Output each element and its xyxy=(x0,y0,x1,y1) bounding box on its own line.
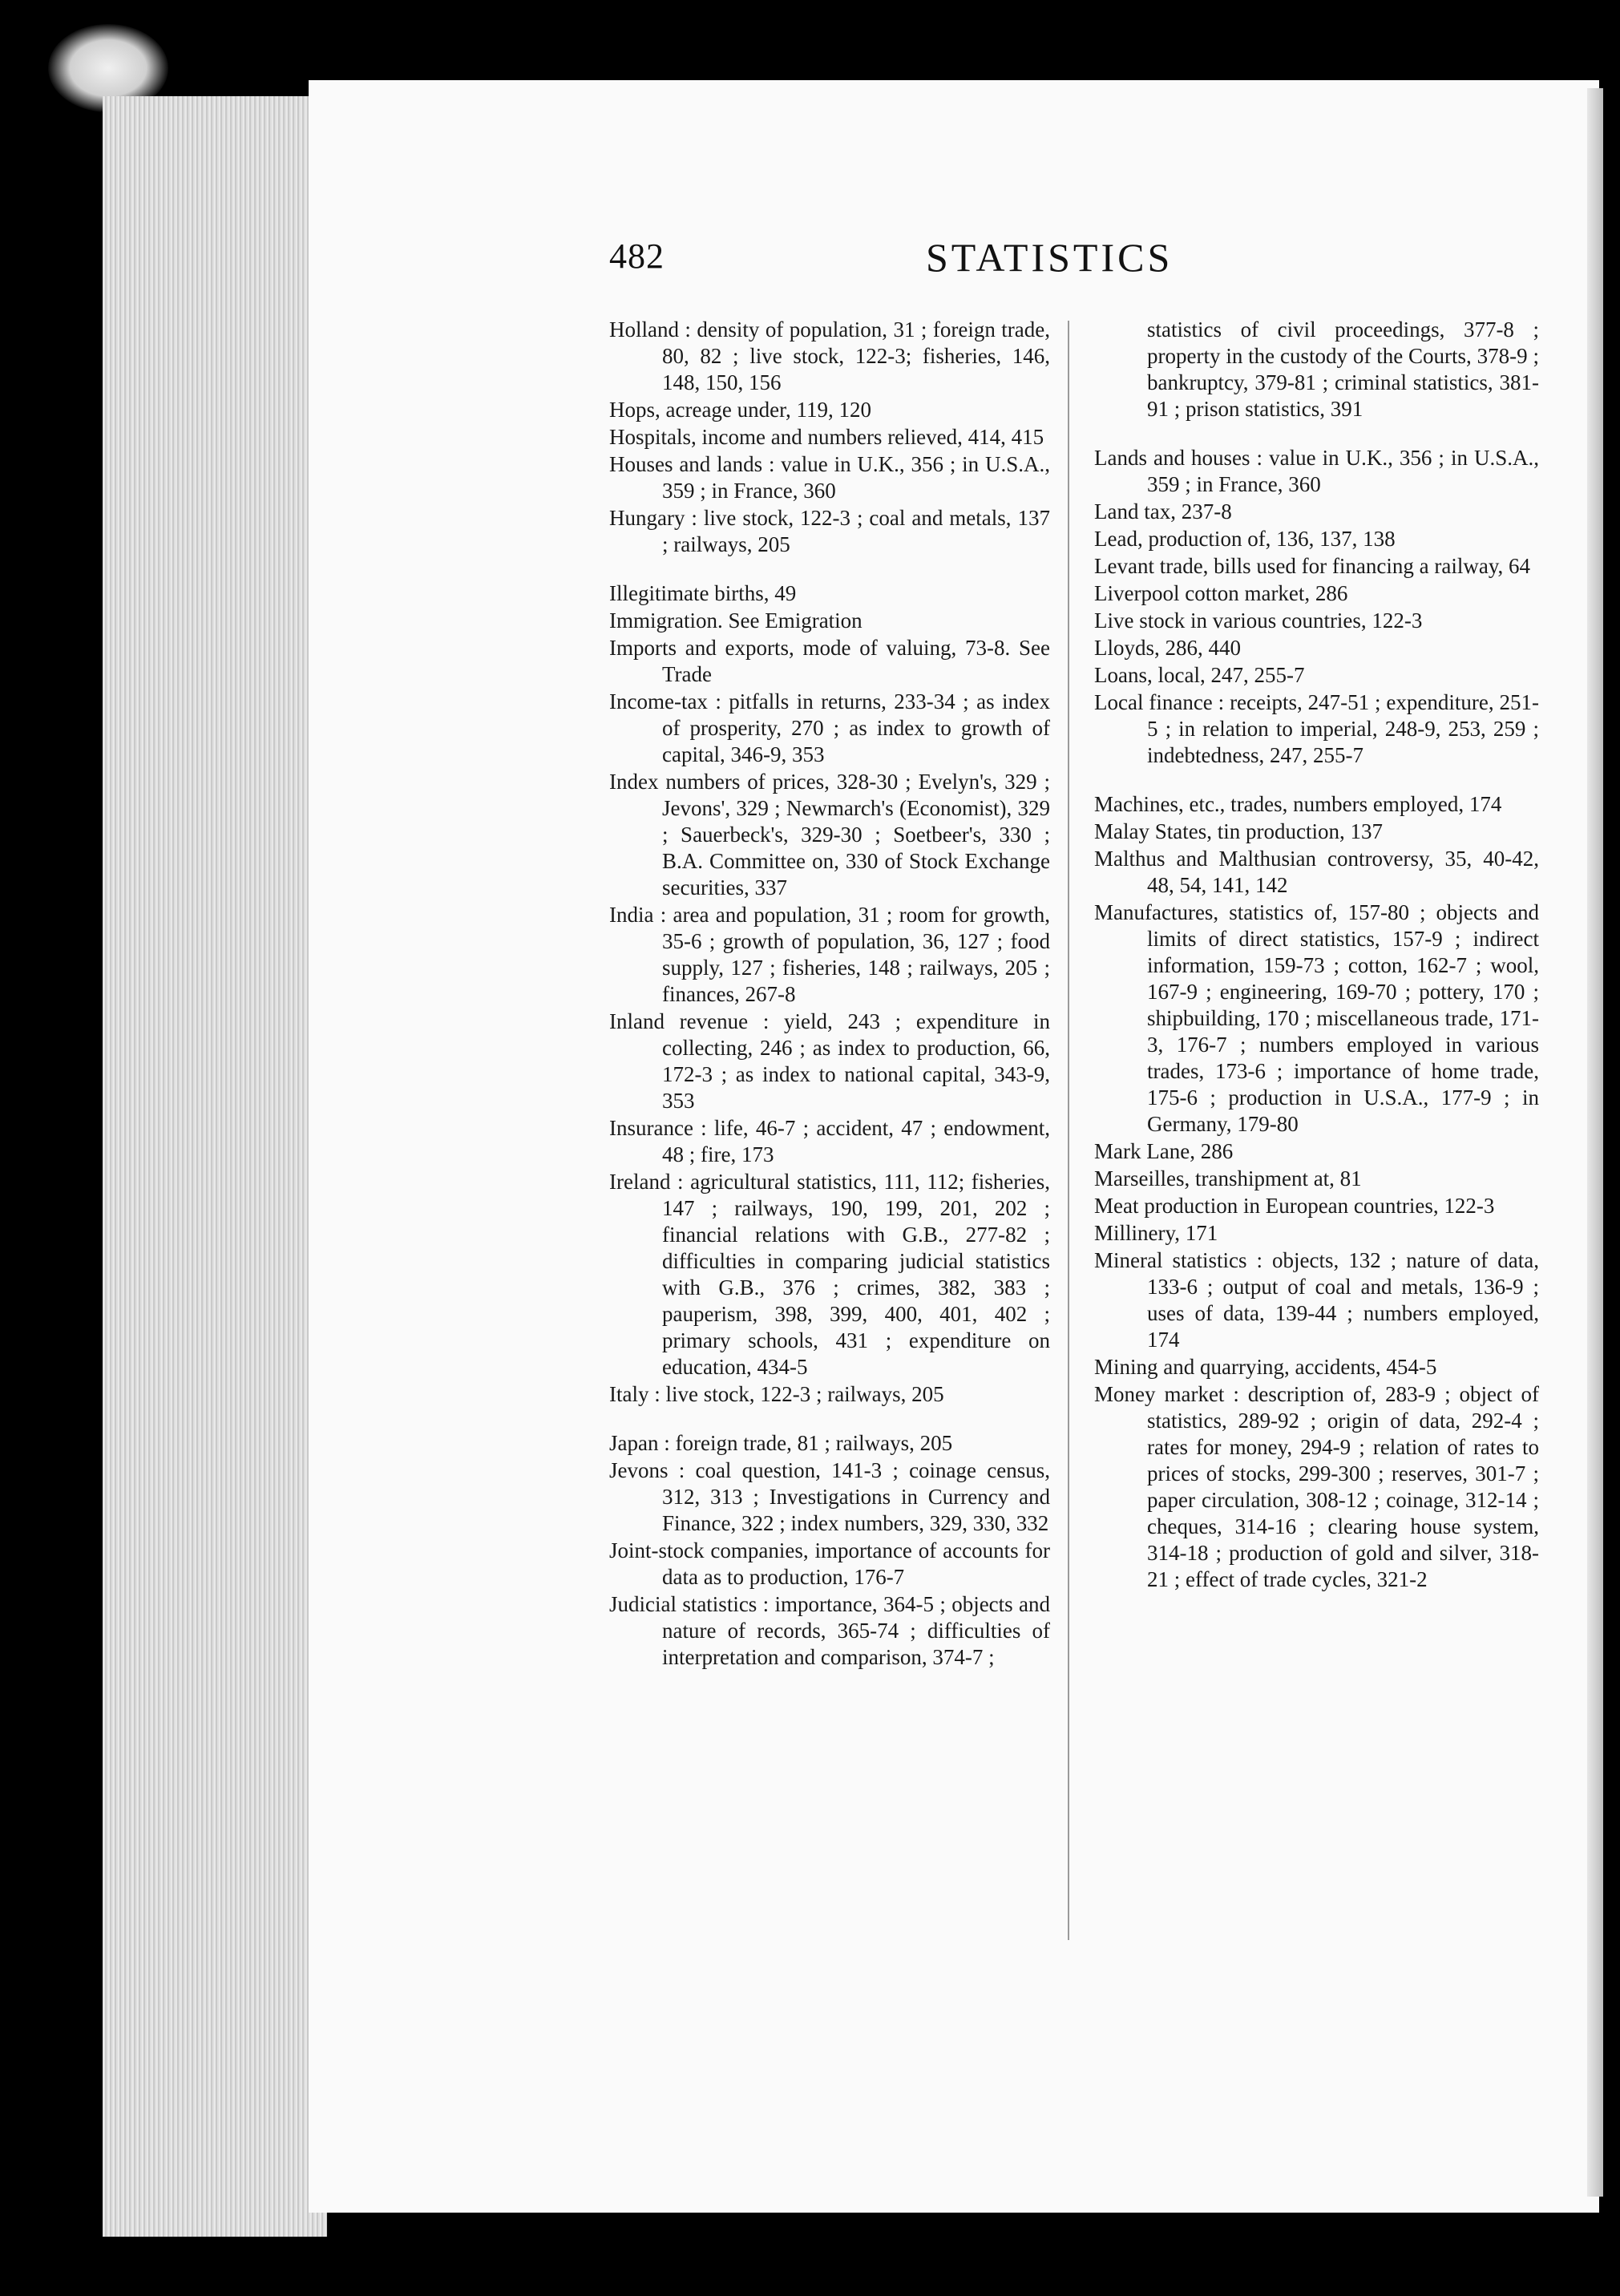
index-entry: Malthus and Malthusian controversy, 35, 40-42, 48, 54, 141, 142 xyxy=(1094,847,1539,897)
index-entry: Lands and houses : value in U.K., 356 ; in U.S.A., 359 ; in France, 360 xyxy=(1094,446,1539,496)
index-entry: Inland revenue : yield, 243 ; expenditure in collecting, 246 ; as index to production, 66, 172-3 ; as index to national capital, 343-9, 353 xyxy=(609,1009,1050,1113)
index-entry: Hospitals, income and numbers relieved, 414, 415 xyxy=(609,425,1044,449)
index-entry: Joint-stock companies, importance of accounts for data as to production, 176-7 xyxy=(609,1538,1050,1589)
index-entry: Mark Lane, 286 xyxy=(1094,1139,1234,1163)
index-entry: Houses and lands : value in U.K., 356 ; in U.S.A., 359 ; in France, 360 xyxy=(609,452,1050,503)
index-entry: Malay States, tin production, 137 xyxy=(1094,819,1383,843)
book-page-edges xyxy=(103,96,327,2237)
index-entry: Loans, local, 247, 255-7 xyxy=(1094,663,1305,687)
index-entry: Holland : density of population, 31 ; foreign trade, 80, 82 ; live stock, 122-3; fisheries, 146, 148, 150, 156 xyxy=(609,317,1050,394)
index-entry: Manufactures, statistics of, 157-80 ; objects and limits of direct statistics, 157-9 ; indirect information, 159-73 ; cotton, 162-7 ; wool, 167-9 ; engineering, 169-70 ; pottery, 170 ; shipbuilding, 170 ; miscellaneous trade, 171-3, 176-7 ; numbers employed in various trades, 173-6 ; importance of home trade, 175-6 ; production in U.S.A., 177-9 ; in Germany, 179-80 xyxy=(1094,900,1539,1136)
running-title: STATISTICS xyxy=(926,235,1174,280)
index-entry: Millinery, 171 xyxy=(1094,1221,1218,1245)
index-entry: Machines, etc., trades, numbers employed, 174 xyxy=(1094,792,1502,816)
index-entry: Italy : live stock, 122-3 ; railways, 205 xyxy=(609,1382,944,1406)
index-entry: Index numbers of prices, 328-30 ; Evelyn's, 329 ; Jevons', 329 ; Newmarch's (Economist), 329 ; Sauerbeck's, 329-30 ; Soetbeer's, 330 ; B.A. Committee on, 330 of Stock Exchange securities, 337 xyxy=(609,770,1050,899)
index-entry: Marseilles, transhipment at, 81 xyxy=(1094,1166,1362,1190)
index-entry: Lloyds, 286, 440 xyxy=(1094,636,1242,660)
index-entry: Mineral statistics : objects, 132 ; nature of data, 133-6 ; output of coal and metals, 136-9 ; uses of data, 139-44 ; numbers employed, 174 xyxy=(1094,1248,1539,1352)
index-entry: Jevons : coal question, 141-3 ; coinage census, 312, 313 ; Investigations in Currency and Finance, 322 ; index numbers, 329, 330, 332 xyxy=(609,1458,1050,1535)
index-entry: Illegitimate births, 49 xyxy=(609,581,797,605)
index-entry: Meat production in European countries, 122-3 xyxy=(1094,1194,1495,1218)
index-entry: Insurance : life, 46-7 ; accident, 47 ; endowment, 48 ; fire, 173 xyxy=(609,1116,1050,1166)
index-entry: Levant trade, bills used for financing a railway, 64 xyxy=(1094,554,1531,578)
page-right-edge xyxy=(1587,88,1603,2197)
index-column-left xyxy=(609,317,1050,1671)
page-header xyxy=(609,234,1202,290)
index-entry: Hops, acreage under, 119, 120 xyxy=(609,398,872,422)
index-entry: Income-tax : pitfalls in returns, 233-34 ; as index of prosperity, 270 ; as index to growth of capital, 346-9, 353 xyxy=(609,689,1050,766)
index-entry: Money market : description of, 283-9 ; object of statistics, 289-92 ; origin of data, 292-4 ; rates for money, 294-9 ; relation of rates to prices of stocks, 299-300 ; reserves, 301-7 ; paper circulation, 308-12 ; coinage, 312-14 ; cheques, 314-16 ; clearing house system, 314-18 ; production of gold and silver, 318-21 ; effect of trade cycles, 321-2 xyxy=(1094,1382,1539,1591)
index-entry: Lead, production of, 136, 137, 138 xyxy=(1094,527,1396,551)
index-column-right xyxy=(1094,317,1539,1594)
index-entry: statistics of civil proceedings, 377-8 ; property in the custody of the Courts, 378-9 ; bankruptcy, 379-81 ; criminal statistics, 381-91 ; prison statistics, 391 xyxy=(1147,317,1539,421)
index-entry: Immigration. See Emigration xyxy=(609,608,863,633)
index-entry: Judicial statistics : importance, 364-5 ; objects and nature of records, 365-74 ; difficulties of interpretation and comparison, 374-7 ; xyxy=(609,1592,1050,1669)
index-entry: Japan : foreign trade, 81 ; railways, 205 xyxy=(609,1431,953,1455)
index-entry: Liverpool cotton market, 286 xyxy=(1094,581,1348,605)
index-entry: Hungary : live stock, 122-3 ; coal and metals, 137 ; railways, 205 xyxy=(609,506,1050,556)
column-divider xyxy=(1068,321,1069,1940)
index-entry: Imports and exports, mode of valuing, 73-8. See Trade xyxy=(609,636,1050,686)
index-entry: Live stock in various countries, 122-3 xyxy=(1094,608,1423,633)
page-number: 482 xyxy=(609,236,665,276)
index-entry: Land tax, 237-8 xyxy=(1094,499,1232,523)
index-entry: Ireland : agricultural statistics, 111, 112; fisheries, 147 ; railways, 190, 199, 201, 202 ; financial relations with G.B., 277-82 ; difficulties in comparing judicial statistics with G.B., 376 ; crimes, 382, 383 ; pauperism, 398, 399, 400, 401, 402 ; primary schools, 431 ; expenditure on education, 434-5 xyxy=(609,1170,1050,1379)
index-entry: Local finance : receipts, 247-51 ; expenditure, 251-5 ; in relation to imperial, 248-9, 253, 259 ; indebtedness, 247, 255-7 xyxy=(1094,690,1539,767)
index-entry: India : area and population, 31 ; room for growth, 35-6 ; growth of population, 36, 127 ; food supply, 127 ; fisheries, 148 ; railways, 205 ; finances, 267-8 xyxy=(609,903,1050,1006)
index-entry: Mining and quarrying, accidents, 454-5 xyxy=(1094,1355,1437,1379)
